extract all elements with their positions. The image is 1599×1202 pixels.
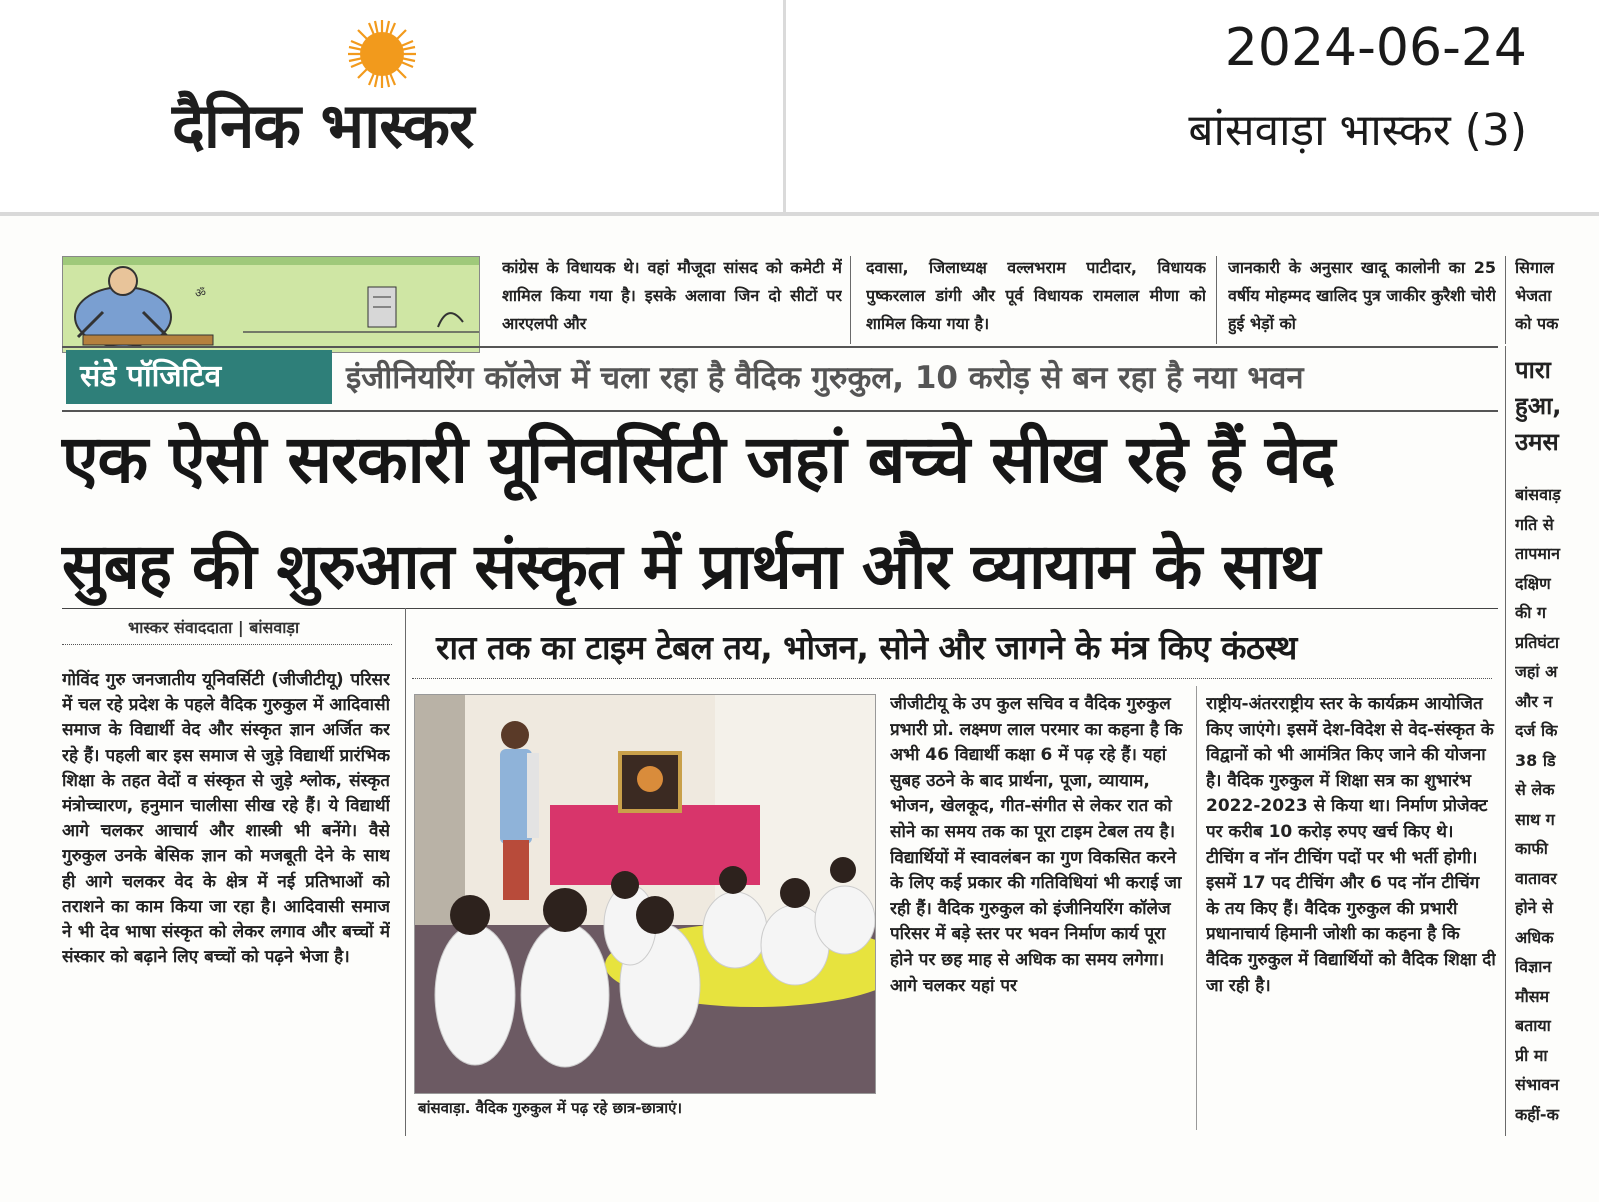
top-strip-column-3: जानकारी के अनुसार खादू कालोनी का 25 वर्षीय मोहम्मद खालिद पुत्र जाकीर कुरैशी चोरी हुई भेड़ों को bbox=[1228, 258, 1496, 333]
article-byline: भास्कर संवाददाता | बांसवाड़ा bbox=[128, 618, 300, 637]
sliver-line: सिगाल bbox=[1515, 258, 1554, 277]
article-body-column-1: गोविंद गुरु जनजातीय यूनिवर्सिटी (जीजीटीयू) परिसर में चल रहे प्रदेश के पहले वैदिक गुरुकुल में आदिवासी समाज के विद्यार्थी वेद और संस्कृत ज्ञान अर्जित कर रहे हैं। पहली बार इस समाज से जुड़े विद्यार्थी प्रारंभिक शिक्षा के तहत वेदों व संस्कृत से जुड़े श्लोक, संस्कृत मंत्रोच्चारण, हनुमान चालीसा सीख रहे हैं। ये विद्यार्थी आगे चलकर आचार्य और शास्त्री भी बनेंगे। वैसे गुरुकुल उनके बेसिक ज्ञान को मजबूती देने के साथ ही आगे चलकर वेद के क्षेत्र में नई प्रतिभाओं को तराशने का काम किया जा रहा है। आदिवासी समाज ने भी देव भाषा संस्कृत को लेकर लगाव और बच्चों में संस्कार को बढ़ाने लिए बच्चों को पढ़ने भेजा है। bbox=[62, 670, 390, 968]
svg-text:ॐ: ॐ bbox=[195, 286, 206, 300]
sliver-line: को पक bbox=[1515, 314, 1559, 333]
sliver-line: कहीं-क bbox=[1515, 1104, 1559, 1124]
sliver-line: प्री मा bbox=[1515, 1045, 1548, 1065]
top-strip-column-4 bbox=[1515, 254, 1575, 338]
sliver-line: साथ ग bbox=[1515, 809, 1555, 829]
sliver-line: दक्षिण bbox=[1515, 573, 1551, 593]
sliver-line: की ग bbox=[1515, 603, 1547, 622]
sliver-line: दर्ज कि bbox=[1515, 721, 1558, 740]
top-strip-column-2: दवासा, जिलाध्यक्ष वल्लभराम पाटीदार, विधायक पुष्करलाल डांगी और पूर्व विधायक रामलाल मीणा को शामिल किया गया है। bbox=[866, 258, 1206, 333]
sliver-line: बांसवाड़ bbox=[1515, 485, 1561, 504]
photo-caption: बांसवाड़ा. वैदिक गुरुकुल में पढ़ रहे छात्र-छात्राएं। bbox=[418, 1099, 683, 1117]
sliver-line: 38 डि bbox=[1515, 750, 1556, 770]
sliver-line: भेजता bbox=[1515, 286, 1552, 305]
sliver-heading-line: उमस bbox=[1515, 428, 1559, 456]
column-rule bbox=[1505, 256, 1506, 344]
adjacent-article-heading bbox=[1515, 352, 1585, 460]
adjacent-article-body bbox=[1515, 480, 1585, 1129]
sliver-line: प्रतिघंटा bbox=[1515, 632, 1560, 652]
masthead-divider bbox=[783, 0, 786, 212]
sliver-line: संभावन bbox=[1515, 1075, 1559, 1094]
sliver-line: विज्ञान bbox=[1515, 957, 1552, 976]
sliver-line: गति से bbox=[1515, 514, 1554, 534]
sliver-line: बताया bbox=[1515, 1016, 1551, 1035]
sliver-line: तापमान bbox=[1515, 544, 1560, 563]
subhead-rule bbox=[412, 678, 1492, 679]
sliver-line: जहां अ bbox=[1515, 662, 1558, 681]
sliver-line: अधिक bbox=[1515, 927, 1554, 947]
sliver-heading-line: हुआ, bbox=[1515, 392, 1562, 420]
sliver-line: मौसम bbox=[1515, 986, 1550, 1006]
headline-rule bbox=[62, 608, 1498, 609]
article-subheading: रात तक का टाइम टेबल तय, भोजन, सोने और जागने के मंत्र किए कंठस्थ bbox=[436, 628, 1297, 667]
column-rule bbox=[1216, 256, 1217, 344]
sliver-heading-line: पारा bbox=[1515, 356, 1551, 384]
column-rule bbox=[1196, 686, 1197, 1130]
cartoon-illustration bbox=[62, 256, 480, 353]
edition-name: बांसवाड़ा भास्कर (3) bbox=[1188, 105, 1527, 156]
column-rule bbox=[850, 256, 851, 344]
article-body-column-3: राष्ट्रीय-अंतरराष्ट्रीय स्तर के कार्यक्रम आयोजित किए जाएंगे। इसमें देश-विदेश से वेद-संस्कृत के विद्वानों को भी आमंत्रित किए जाने की योजना है। वैदिक गुरुकुल में शिक्षा सत्र का शुभारंभ 2022-2023 से किया था। निर्माण प्रोजेक्ट पर करीब 10 करोड़ रुपए खर्च किए थे। टीचिंग व नॉन टीचिंग पदों पर भी भर्ती होगी। इसमें 17 पद टीचिंग और 6 पद नॉन टीचिंग के तय किए हैं। वैदिक गुरुकुल की प्रभारी प्रधानाचार्य हिमानी जोशी का कहना है कि वैदिक गुरुकुल में विद्यार्थियों को वैदिक शिक्षा दी जा रही है। bbox=[1206, 694, 1496, 996]
newspaper-logo-text: दैनिक भास्कर bbox=[172, 89, 474, 162]
sunday-positive-badge: संडे पॉजिटिव bbox=[66, 350, 332, 404]
byline-rule bbox=[62, 644, 392, 645]
newspaper-page bbox=[0, 216, 1599, 1202]
sliver-line: और न bbox=[1515, 691, 1553, 711]
article-body-column-2: जीजीटीयू के उप कुल सचिव व वैदिक गुरुकुल प्रभारी प्रो. लक्ष्मण लाल परमार का कहना है कि अभी 46 विद्यार्थी कक्षा 6 में पढ़ रहे हैं। यहां सुबह उठने के बाद प्रार्थना, पूजा, व्यायाम, भोजन, खेलकूद, गीत-संगीत से लेकर रात को सोने का समय तक का पूरा टाइम टेबल तय है। विद्यार्थियों में स्वावलंबन का गुण विकसित करने के लिए कई प्रकार की गतिविधियां भी कराई जा रही हैं। वैदिक गुरुकुल को इंजीनियरिंग कॉलेज परिसर में बड़े स्तर पर भवन निर्माण कार्य पूरा होने पर छह माह से अधिक का समय लगेगा। आगे चलकर यहां पर bbox=[890, 694, 1183, 996]
article-headline-line-2: सुबह की शुरुआत संस्कृत में प्रार्थना और व्यायाम के साथ bbox=[62, 530, 1320, 603]
top-strip-column-1: कांग्रेस के विधायक थे। वहां मौजूदा सांसद को कमेटी में शामिल किया गया है। इसके अलावा जिन दो सीटों पर आरएलपी और bbox=[502, 258, 842, 333]
sliver-line: से लेक bbox=[1515, 780, 1555, 799]
sun-logo-icon bbox=[346, 18, 418, 90]
sliver-line: होने से bbox=[1515, 898, 1553, 917]
edition-date: 2024-06-24 bbox=[1224, 18, 1527, 78]
gurukul-classroom-photo bbox=[414, 694, 876, 1094]
article-headline-line-1: एक ऐसी सरकारी यूनिवर्सिटी जहां बच्चे सीख रहे हैं वेद bbox=[62, 421, 1335, 498]
column-rule bbox=[405, 608, 406, 1136]
article-kicker: इंजीनियरिंग कॉलेज में चला रहा है वैदिक गुरुकुल, 10 करोड़ से बन रहा है नया भवन bbox=[346, 360, 1304, 396]
sliver-line: वातावर bbox=[1515, 868, 1557, 888]
column-rule bbox=[1505, 346, 1506, 1136]
sliver-line: काफी bbox=[1515, 839, 1548, 858]
